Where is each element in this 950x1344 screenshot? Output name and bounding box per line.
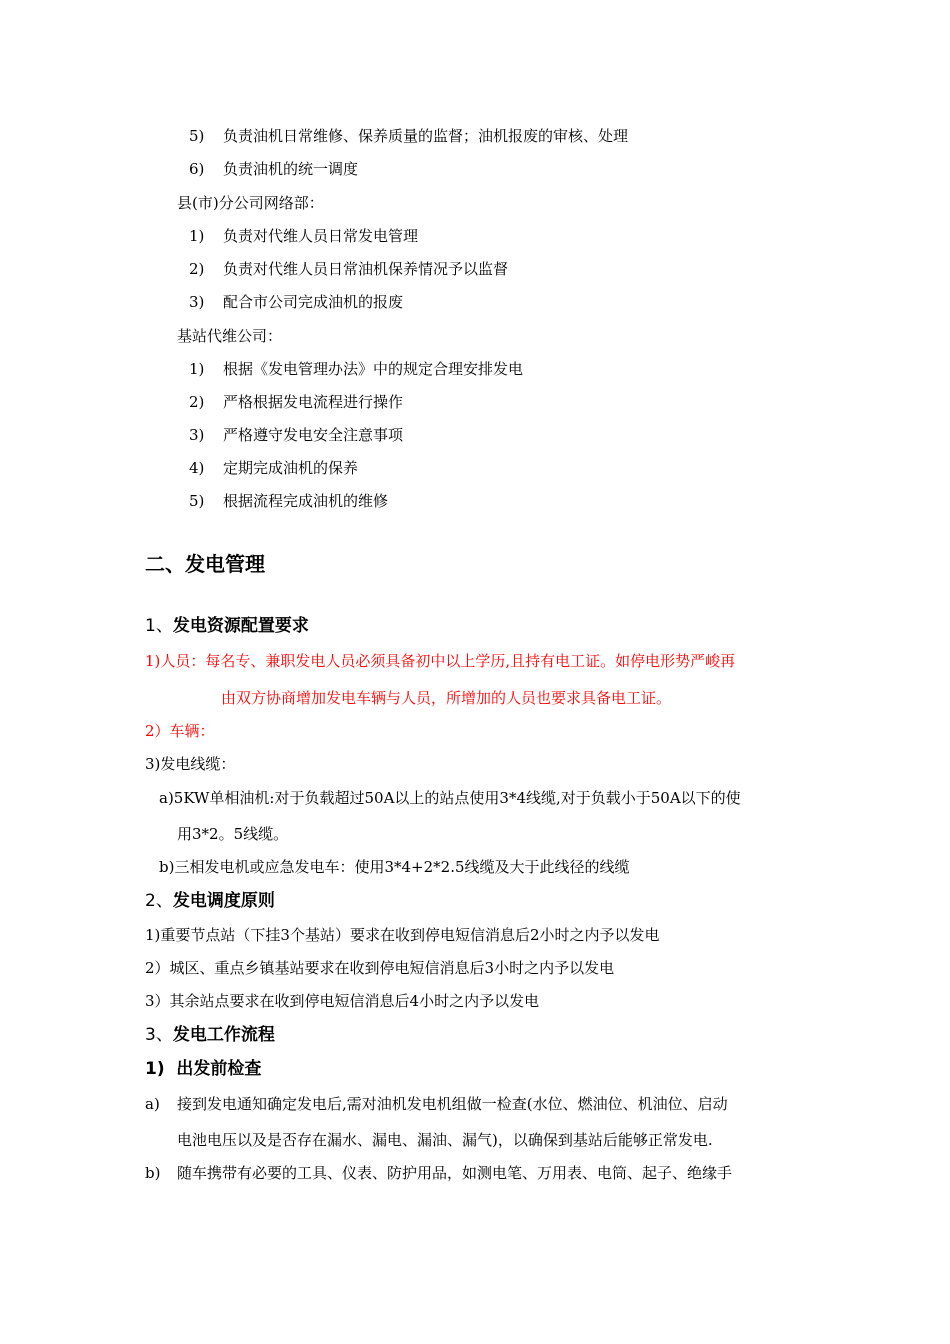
group-title-contractor: 基站代维公司： [177, 327, 283, 345]
item-number: 6) [189, 160, 205, 178]
item-text: 负责对代维人员日常发电管理 [223, 227, 419, 245]
item-number: 1) [189, 227, 205, 245]
item-number: 5) [189, 492, 205, 510]
item-number: 4) [189, 459, 205, 477]
item-text: 随车携带有必要的工具、仪表、防护用品，如测电笔、万用表、电筒、起子、绝缘手 [177, 1164, 733, 1182]
item-text: 根据《发电管理办法》中的规定合理安排发电 [223, 360, 524, 378]
list-item [189, 159, 358, 179]
item-text: 配合市公司完成油机的报废 [223, 293, 404, 311]
item-text: 接到发电通知确定发电后,需对油机发电机组做一检查(水位、燃油位、机油位、启动 [177, 1095, 728, 1113]
step-item-a [145, 1094, 728, 1114]
subsection-heading [145, 615, 309, 637]
cable-item-a-line2: 用3*2。5线缆。 [177, 825, 289, 843]
cable-requirement: 3)发电线缆： [145, 755, 236, 773]
step-item-a-line2: 电池电压以及是否存在漏水、漏电、漏油、漏气)，以确保到基站后能够正常发电. [177, 1131, 713, 1149]
list-item [189, 392, 403, 412]
item-text: 根据流程完成油机的维修 [223, 492, 389, 510]
item-text: 负责对代维人员日常油机保养情况予以监督 [223, 260, 509, 278]
step-item-b [145, 1163, 732, 1183]
section-heading: 二、发电管理 [145, 552, 265, 576]
subsection-number: 3、 [145, 1025, 173, 1045]
list-item [189, 292, 403, 312]
item-text: 严格根据发电流程进行操作 [223, 393, 404, 411]
step-heading: 1) 出发前检查 [145, 1059, 262, 1079]
item-text: 定期完成油机的保养 [223, 459, 359, 477]
item-number: 3) [189, 426, 205, 444]
item-text: 负责油机日常维修、保养质量的监督；油机报废的审核、处理 [223, 127, 629, 145]
subsection-title: 发电资源配置要求 [172, 616, 309, 636]
item-text: 严格遵守发电安全注意事项 [223, 426, 404, 444]
list-item [189, 458, 358, 478]
item-letter: b) [145, 1164, 161, 1182]
personnel-requirement-line1: 1)人员：每名专、兼职发电人员必须具备初中以上学历,且持有电工证。如停电形势严峻再 [145, 652, 736, 670]
list-item [189, 226, 418, 246]
list-item [189, 126, 628, 146]
dispatch-rule: 3）其余站点要求在收到停电短信消息后4小时之内予以发电 [145, 992, 540, 1010]
item-number: 5) [189, 127, 205, 145]
subsection-number: 1、 [145, 616, 173, 636]
subsection-title: 发电调度原则 [172, 891, 275, 911]
item-number: 1) [189, 360, 205, 378]
cable-item-b: b)三相发电机或应急发电车：使用3*4+2*2.5线缆及大于此线径的线缆 [159, 858, 630, 876]
item-number: 3) [189, 293, 205, 311]
subsection-title: 发电工作流程 [172, 1025, 275, 1045]
dispatch-rule: 2）城区、重点乡镇基站要求在收到停电短信消息后3小时之内予以发电 [145, 959, 615, 977]
subsection-heading [145, 890, 275, 912]
subsection-number: 2、 [145, 891, 173, 911]
item-number: 2) [189, 393, 205, 411]
subsection-heading [145, 1024, 275, 1046]
personnel-requirement-line2: 由双方协商增加发电车辆与人员，所增加的人员也要求具备电工证。 [221, 689, 672, 707]
list-item [189, 259, 508, 279]
item-number: 2) [189, 260, 205, 278]
list-item [189, 359, 523, 379]
list-item [189, 425, 403, 445]
dispatch-rule: 1)重要节点站（下挂3个基站）要求在收到停电短信消息后2小时之内予以发电 [145, 926, 660, 944]
list-item [189, 491, 388, 511]
group-title-county: 县(市)分公司网络部： [177, 194, 324, 212]
vehicle-requirement: 2）车辆： [145, 722, 215, 740]
item-letter: a) [145, 1095, 160, 1113]
cable-item-a-line1: a)5KW单相油机:对于负载超过50A以上的站点使用3*4线缆,对于负载小于50A以下的使 [159, 789, 741, 807]
item-text: 负责油机的统一调度 [223, 160, 359, 178]
